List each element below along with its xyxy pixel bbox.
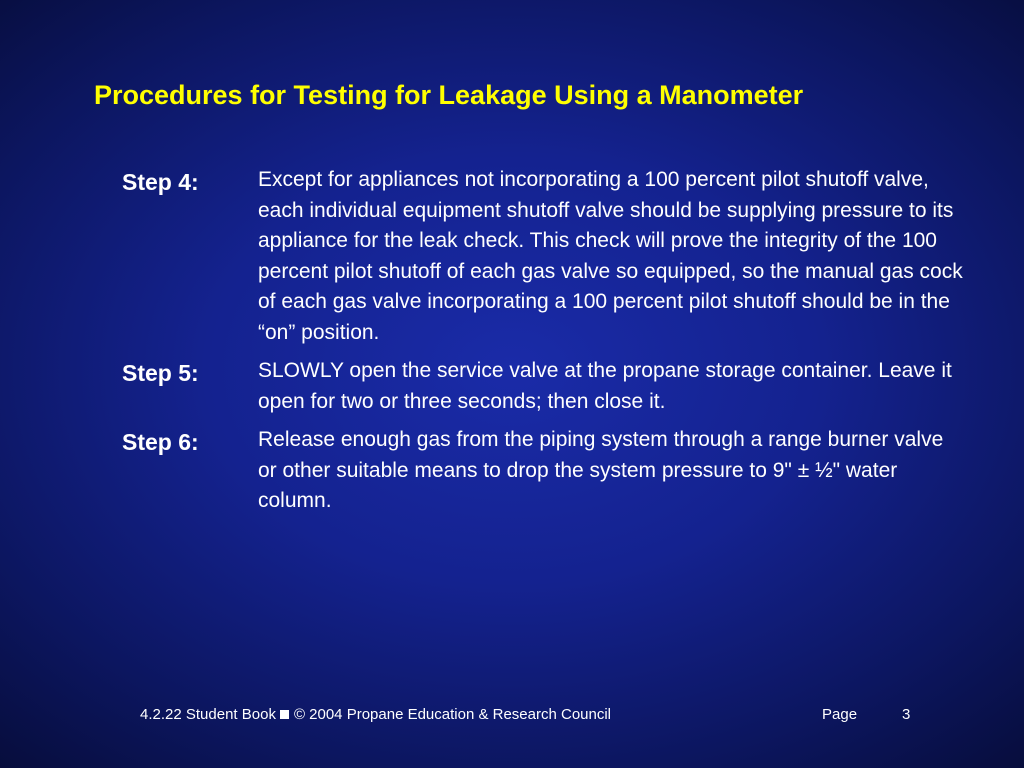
footer-book: 4.2.22 Student Book bbox=[140, 706, 276, 723]
step-5 bbox=[122, 356, 972, 417]
step-label: Step 4: bbox=[122, 169, 199, 195]
footer-copyright: © 2004 Propane Education & Research Council bbox=[293, 706, 612, 723]
footer-page-number: 3 bbox=[902, 706, 911, 723]
step-4 bbox=[122, 165, 972, 348]
step-text: Release enough gas from the piping system through a range burner valve or other suitable means to drop the system pressure to 9" ± ½" water column. bbox=[258, 428, 944, 512]
footer bbox=[0, 706, 1024, 728]
steps-list bbox=[122, 165, 972, 525]
footer-page-label: Page bbox=[822, 706, 858, 723]
slide-title: Procedures for Testing for Leakage Using a Manometer bbox=[94, 80, 804, 110]
step-label: Step 6: bbox=[122, 429, 199, 455]
step-text: Except for appliances not incorporating a 100 percent pilot shutoff valve, each individual equipment shutoff valve should be supplying pressure to its appliance for the leak check. This check will prove the integrity of the 100 percent pilot shutoff of each gas valve so equipped, so the manual gas cock of each gas valve incorporating a 100 percent pilot shutoff should be in the “on” position. bbox=[258, 168, 963, 344]
step-label: Step 5: bbox=[122, 360, 199, 386]
step-6 bbox=[122, 425, 972, 517]
footer-citation bbox=[140, 706, 611, 723]
square-bullet-icon bbox=[280, 710, 289, 719]
step-text: SLOWLY open the service valve at the propane storage container. Leave it open for two or three seconds; then close it. bbox=[258, 359, 952, 413]
